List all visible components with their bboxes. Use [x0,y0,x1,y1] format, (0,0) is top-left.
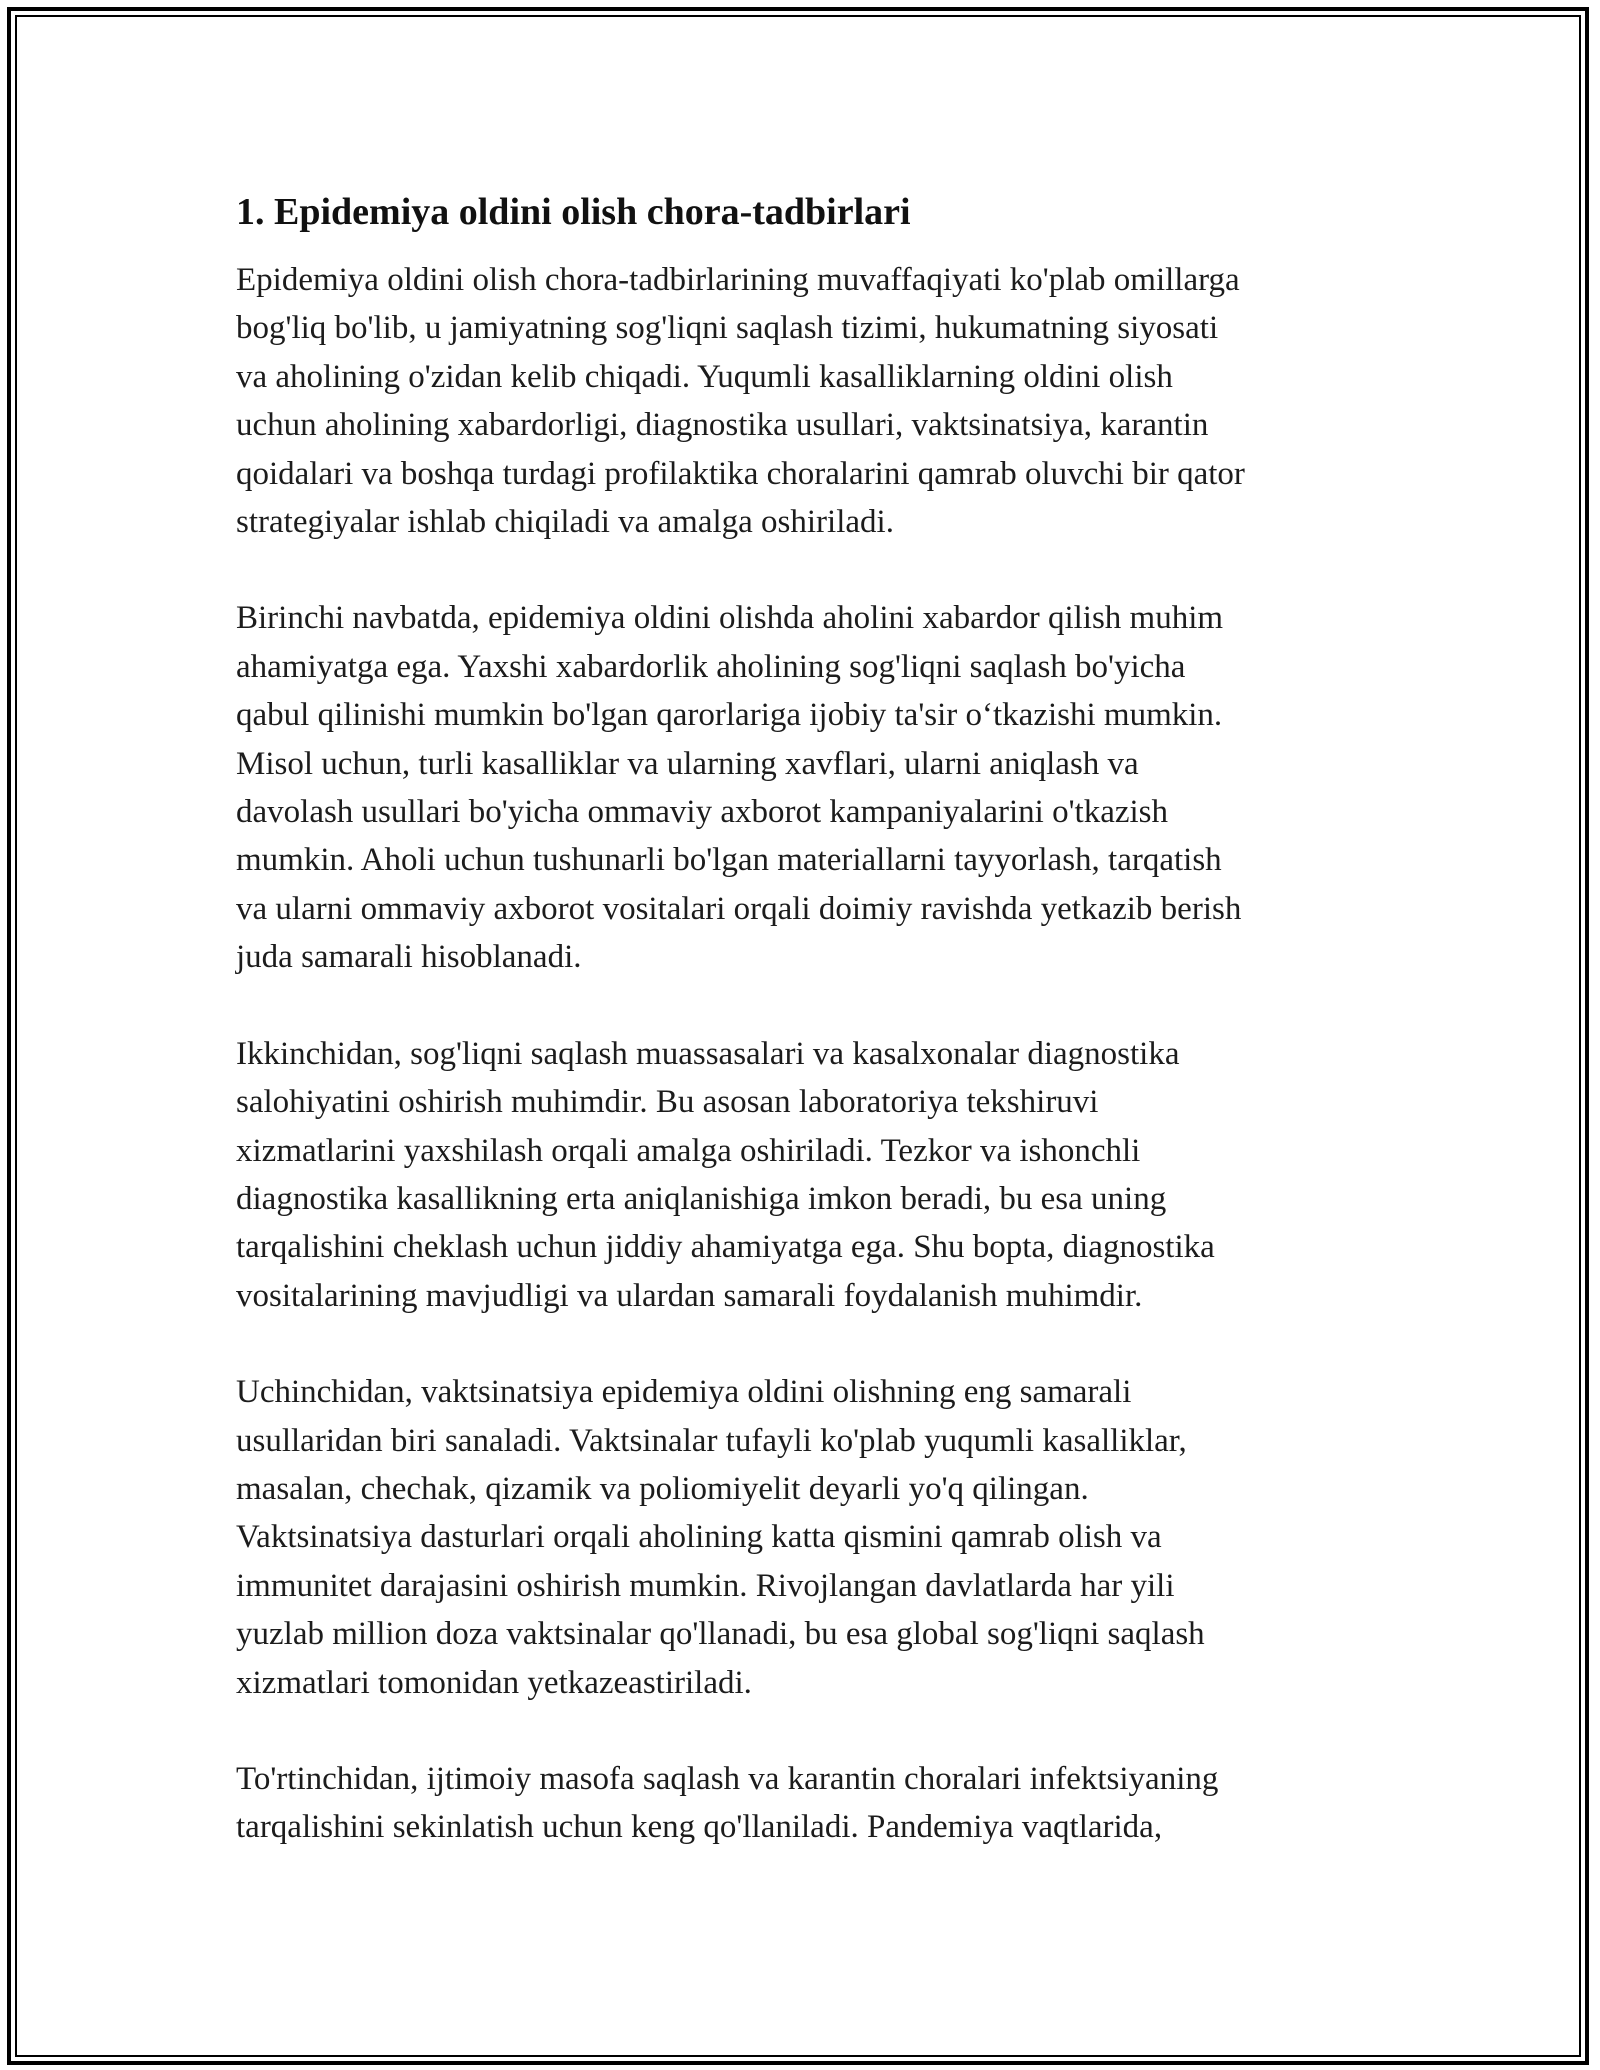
paragraph-third-point: Uchinchidan, vaktsinatsiya epidemiya oldini olishning eng samarali usullaridan biri sanaladi. Vaktsinalar tufayli ko'plab yuqumli kasalliklar, masalan, chechak, qizamik va poliomiyelit deyarli yo'q qilingan. Vaktsinatsiya dasturlari orqali aholining katta qismini qamrab olish va immunitet darajasini oshirish mumkin. Rivojlangan davlatlarda har yili yuzlab million doza vaktsinalar qo'llanadi, bu esa global sog'liqni saqlash xizmatlari tomonidan yetkazeastiriladi. [236,1374,1205,1701]
document-body [236,188,1366,1900]
paragraph-fourth-point: To'rtinchidan, ijtimoiy masofa saqlash va karantin choralari infektsiyaning tarqalishini sekinlatish uchun keng qo'llaniladi. Pandemiya vaqtlarida, [236,1760,1219,1846]
paragraph-intro: Epidemiya oldini olish chora-tadbirlarining muvaffaqiyati ko'plab omillarga bog'liq bo'lib, u jamiyatning sog'liqni saqlash tizimi, hukumatning siyosati va aholining o'zidan kelib chiqadi. Yuqumli kasalliklarning oldini olish uchun aholining xabardorligi, diagnostika usullari, vaktsinatsiya, karantin qoidalari va boshqa turdagi profilaktika choralarini qamrab oluvchi bir qator strategiyalar ishlab chiqiladi va amalga oshiriladi. [236,262,1245,541]
paragraph-second-point: Ikkinchidan, sog'liqni saqlash muassasalari va kasalxonalar diagnostika salohiyatini oshirish muhimdir. Bu asosan laboratoriya tekshiruvi xizmatlarini yaxshilash orqali amalga oshiriladi. Tezkor va ishonchli diagnostika kasallikning erta aniqlanishiga imkon beradi, bu esa uning tarqalishini cheklash uchun jiddiy ahamiyatga ega. Shu bopta, diagnostika vositalarining mavjudligi va ulardan samarali foydalanish muhimdir. [236,1035,1215,1314]
paragraph-first-point: Birinchi navbatda, epidemiya oldini olishda aholini xabardor qilish muhim ahamiyatga ega. Yaxshi xabardorlik aholining sog'liqni saqlash bo'yicha qabul qilinishi mumkin bo'lgan qarorlariga ijobiy ta'sir o‘tkazishi mumkin. Misol uchun, turli kasalliklar va ularning xavflari, ularni aniqlash va davolash usullari bo'yicha ommaviy axborot kampaniyalarini o'tkazish mumkin. Aholi uchun tushunarli bo'lgan materiallarni tayyorlash, tarqatish va ularni ommaviy axborot vositalari orqali doimiy ravishda yetkazib berish juda samarali hisoblanadi. [236,600,1242,976]
section-heading: 1. Epidemiya oldini olish chora-tadbirlari [236,191,911,233]
